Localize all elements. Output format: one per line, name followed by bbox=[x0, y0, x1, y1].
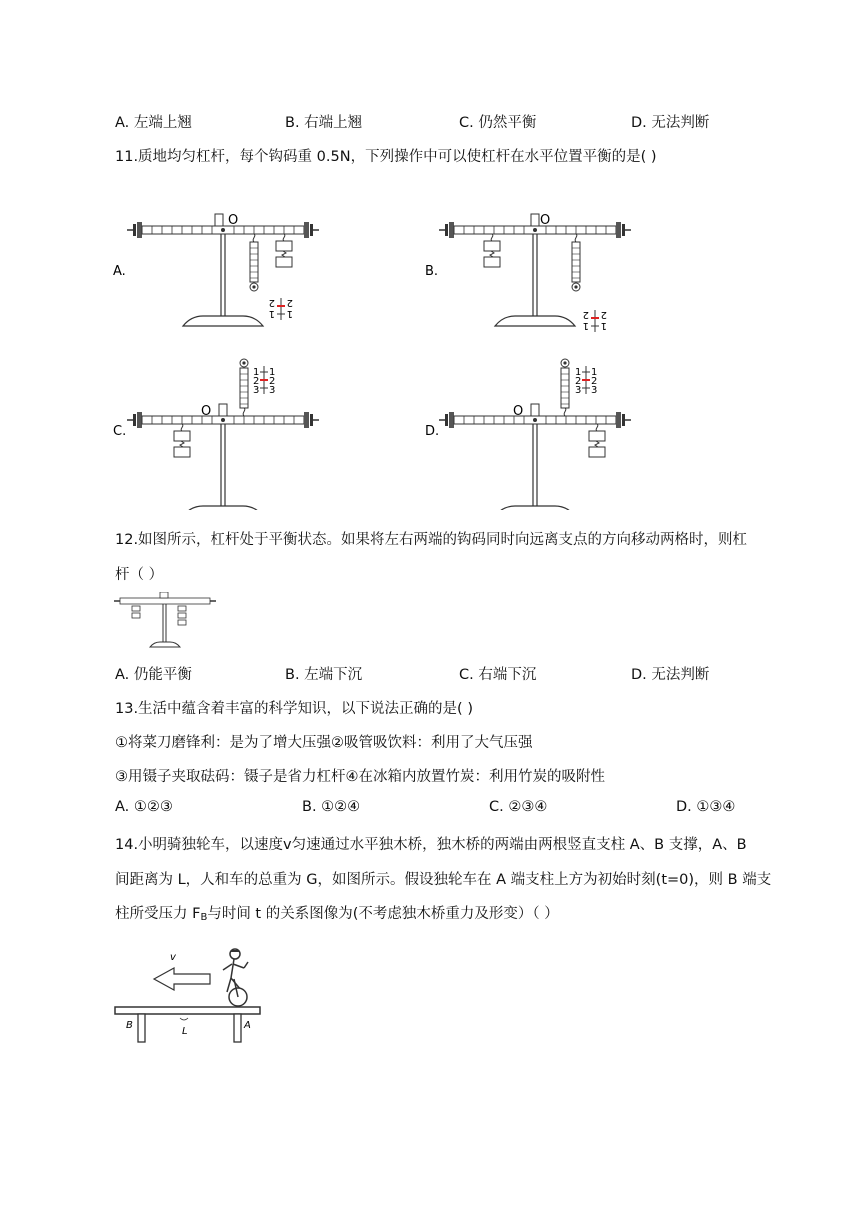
svg-text:2: 2 bbox=[600, 309, 607, 320]
q12-option-d[interactable]: D. 无法判断 bbox=[631, 667, 710, 683]
q14-label-a: A bbox=[244, 1020, 251, 1031]
q11-label-c: C. bbox=[113, 424, 127, 439]
q10-option-c[interactable]: C. 仍然平衡 bbox=[459, 115, 537, 131]
svg-text:2: 2 bbox=[591, 376, 598, 387]
q14-label-l: L bbox=[182, 1026, 188, 1037]
q12-stem-line1: 12.如图所示，杠杆处于平衡状态。如果将左右两端的钩码同时向远离支点的方向移动两格时，则杠 bbox=[115, 532, 748, 548]
q12-option-a[interactable]: A. 仍能平衡 bbox=[115, 667, 192, 683]
q11-label-b: B. bbox=[425, 264, 439, 279]
q14-bridge-plank bbox=[115, 1007, 260, 1014]
q11-pivot-label-d: O bbox=[513, 404, 524, 419]
q11-pivot-label-b: O bbox=[540, 213, 551, 228]
svg-text:3: 3 bbox=[591, 385, 598, 396]
q14-stem-line1: 14.小明骑独轮车，以速度v匀速通过水平独木桥，独木桥的两端由两根竖直支柱 A、B 支撑，A、B bbox=[115, 837, 747, 853]
q11-scale-a bbox=[269, 297, 293, 320]
q11-figures bbox=[105, 205, 695, 510]
svg-text:1: 1 bbox=[591, 367, 598, 378]
q14-stem-line2: 间距离为 L，人和车的总重为 G，如图所示。假设独轮车在 A 端支柱上方为初始时刻(t=0)，则 B 端支 bbox=[115, 872, 772, 888]
q14-support-b bbox=[138, 1014, 145, 1042]
svg-text:2: 2 bbox=[268, 297, 275, 308]
svg-text:1: 1 bbox=[286, 308, 293, 319]
q11-figure-c bbox=[127, 359, 319, 510]
q11-pivot-label-a: O bbox=[228, 213, 239, 228]
svg-text:3: 3 bbox=[269, 385, 276, 396]
q14-velocity-arrow bbox=[154, 968, 210, 990]
q11-label-a: A. bbox=[113, 264, 126, 279]
q13-option-b[interactable]: B. ①②④ bbox=[302, 799, 361, 815]
q12-figure bbox=[112, 592, 220, 652]
q11-figure-d bbox=[439, 359, 631, 510]
svg-text:3: 3 bbox=[253, 385, 260, 396]
q14-figure bbox=[110, 938, 270, 1048]
svg-text:1: 1 bbox=[269, 367, 276, 378]
q14-support-a bbox=[234, 1014, 241, 1042]
q13-option-c[interactable]: C. ②③④ bbox=[489, 799, 548, 815]
q11-label-d: D. bbox=[425, 424, 440, 439]
svg-text:1: 1 bbox=[253, 367, 260, 378]
q14-stem-line3: 柱所受压力 FB与时间 t 的关系图像为(不考虑独木桥重力及形变）（ ） bbox=[115, 906, 559, 923]
q10-option-b[interactable]: B. 右端上翘 bbox=[285, 115, 363, 131]
q13-statement-line2: ③用镊子夹取砝码：镊子是省力杠杆④在冰箱内放置竹炭：利用竹炭的吸附性 bbox=[115, 769, 605, 785]
q12-option-c[interactable]: C. 右端下沉 bbox=[459, 667, 537, 683]
q12-option-b[interactable]: B. 左端下沉 bbox=[285, 667, 363, 683]
q11-scale-c bbox=[253, 366, 275, 396]
q11-scale-b bbox=[583, 309, 607, 332]
svg-text:1: 1 bbox=[268, 308, 275, 319]
q13-option-d[interactable]: D. ①③④ bbox=[676, 799, 736, 815]
q11-figure-a bbox=[127, 213, 319, 326]
q13-option-a[interactable]: A. ①②③ bbox=[115, 799, 173, 815]
svg-text:1: 1 bbox=[600, 320, 607, 331]
q14-velocity-label: v bbox=[170, 952, 176, 963]
q13-statement-line1: ①将菜刀磨锋利：是为了增大压强②吸管吸饮料：利用了大气压强 bbox=[115, 735, 533, 751]
q12-stem-line2: 杆（ ） bbox=[115, 567, 164, 583]
svg-text:1: 1 bbox=[575, 367, 582, 378]
q13-stem: 13.生活中蕴含着丰富的科学知识，以下说法正确的是( ) bbox=[115, 701, 473, 717]
q14-unicycle-rider bbox=[223, 949, 248, 1006]
q11-figure-b bbox=[439, 213, 631, 332]
svg-text:2: 2 bbox=[253, 376, 260, 387]
q14-label-b: B bbox=[126, 1020, 133, 1031]
svg-text:2: 2 bbox=[269, 376, 276, 387]
svg-text:1: 1 bbox=[582, 320, 589, 331]
q11-pivot-label-c: O bbox=[201, 404, 212, 419]
q10-option-d[interactable]: D. 无法判断 bbox=[631, 115, 710, 131]
svg-text:2: 2 bbox=[575, 376, 582, 387]
svg-text:2: 2 bbox=[286, 297, 293, 308]
q11-stem: 11.质地均匀杠杆，每个钩码重 0.5N，下列操作中可以使杠杆在水平位置平衡的是( ) bbox=[115, 149, 657, 165]
q11-scale-d bbox=[575, 366, 597, 396]
q10-option-a[interactable]: A. 左端上翘 bbox=[115, 115, 192, 131]
svg-text:2: 2 bbox=[582, 309, 589, 320]
svg-text:3: 3 bbox=[575, 385, 582, 396]
